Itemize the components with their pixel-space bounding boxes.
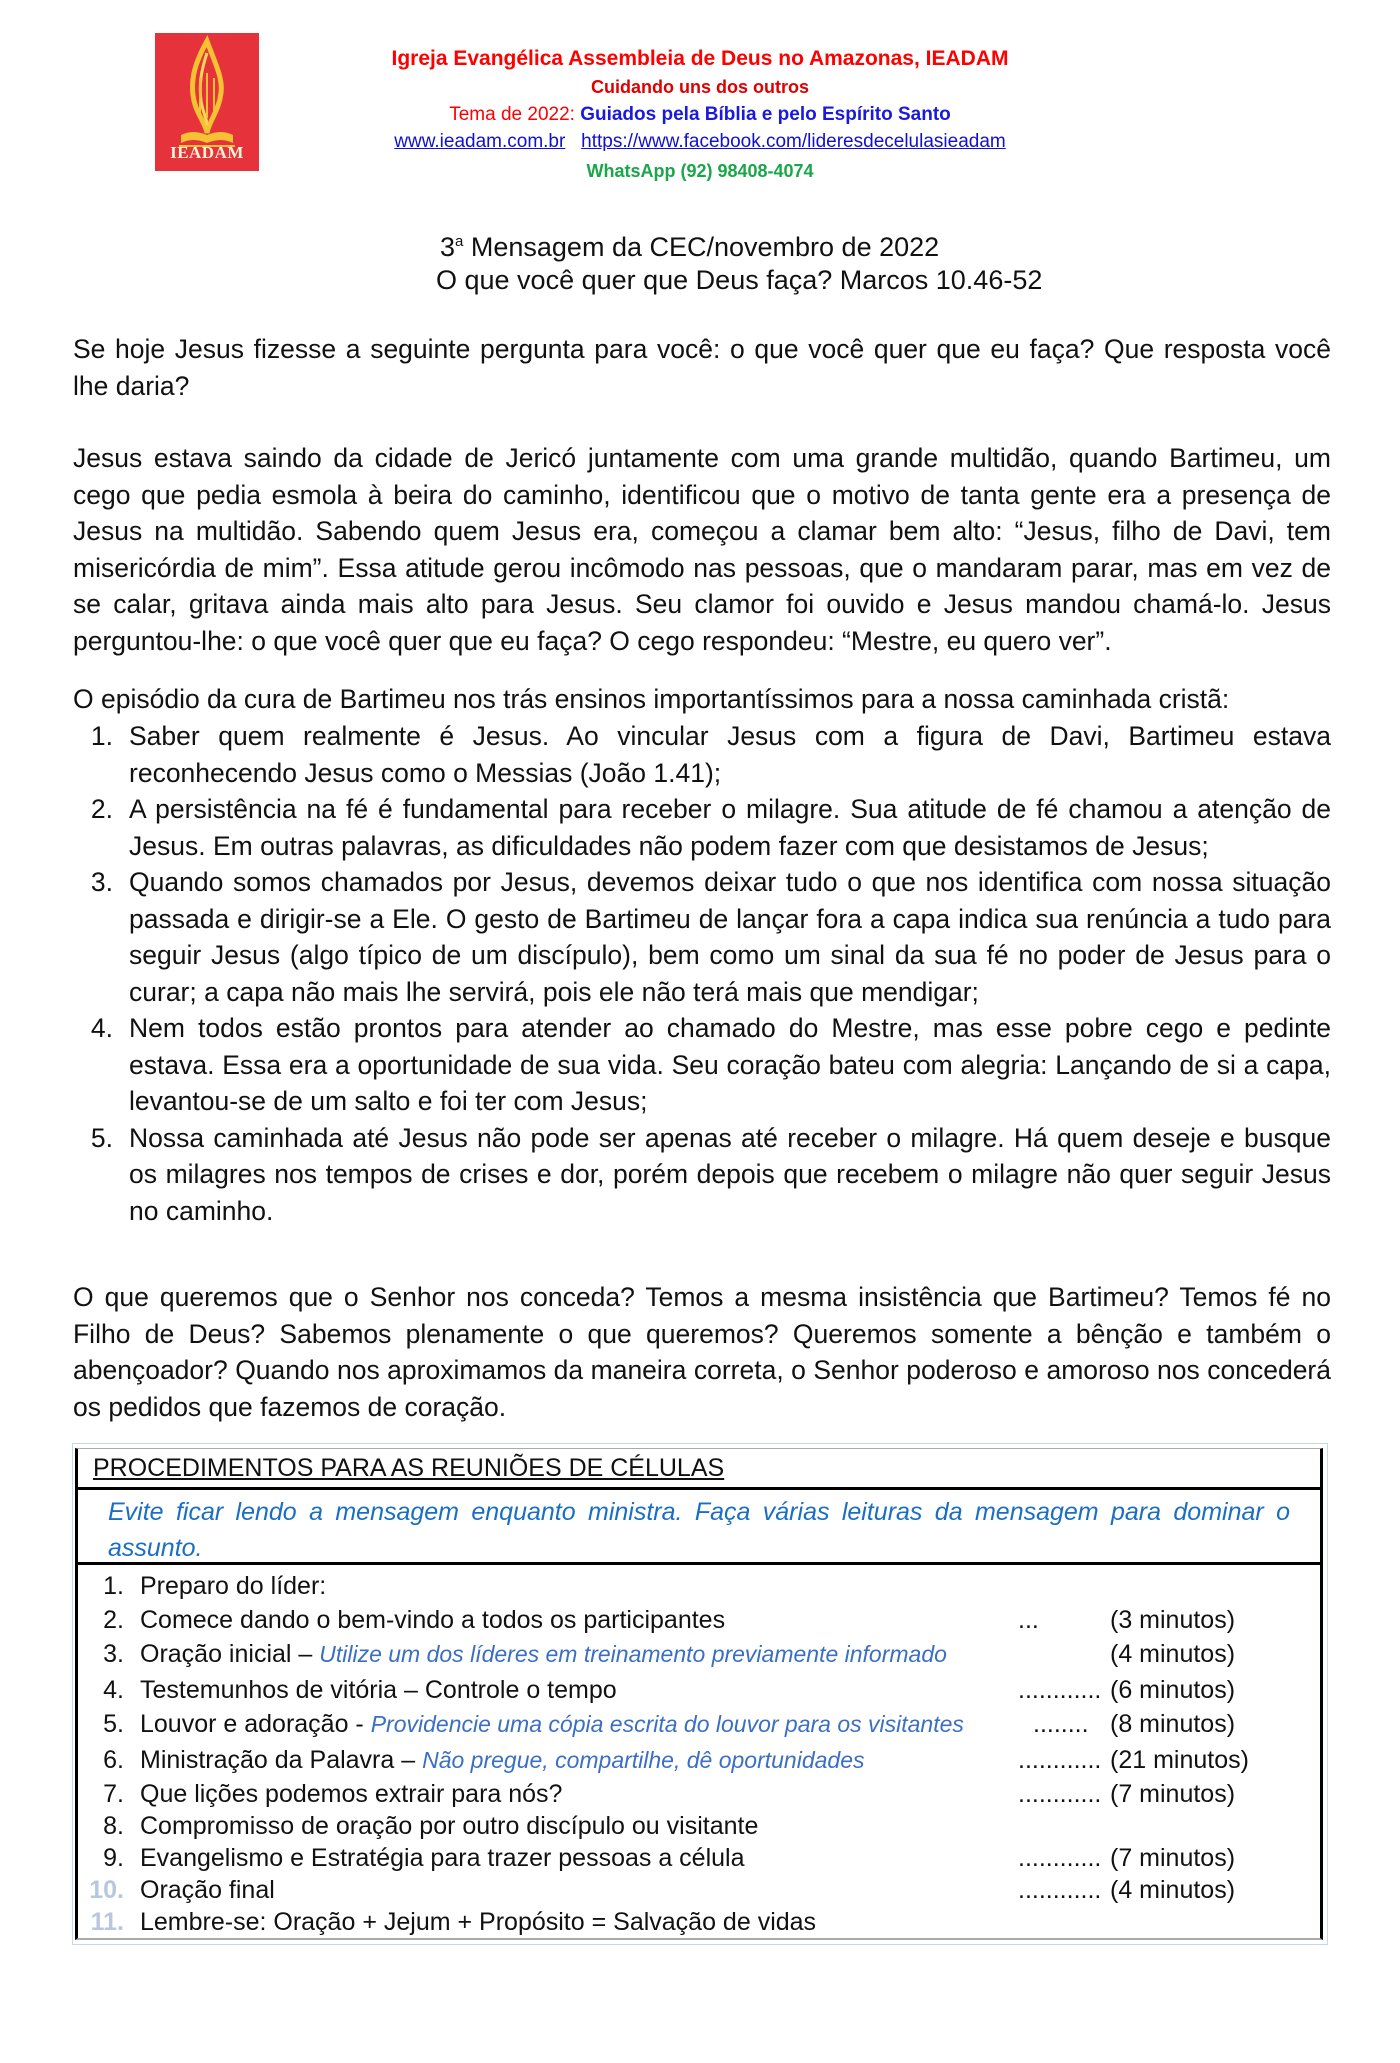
procedures-box xyxy=(75,1448,1323,1940)
list-number: 5. xyxy=(90,1122,113,1153)
procedures-tip: Evite ficar lendo a mensagem enquanto ministra. Faça várias leituras da mensagem para dominar o assunto. xyxy=(108,1498,1290,1562)
message-subtitle: O que você quer que Deus faça? Marcos 10.46-52 xyxy=(436,265,1043,295)
row-label: Preparo do líder: xyxy=(140,1572,327,1600)
list-item xyxy=(73,1010,1331,1120)
facebook-link[interactable]: https://www.facebook.com/lideresdecelulasieadam xyxy=(581,131,1006,152)
procedure-row xyxy=(78,1569,1320,1603)
row-text xyxy=(140,1569,326,1603)
row-duration: (3 minutos) xyxy=(1110,1606,1236,1634)
row-label: Que lições podemos extrair para nós? xyxy=(140,1780,563,1808)
row-label: Ministração da Palavra – xyxy=(140,1746,423,1774)
row-label: Oração inicial – xyxy=(140,1640,320,1668)
row-text xyxy=(140,1603,725,1637)
row-number: 5. xyxy=(103,1710,124,1738)
list-number: 4. xyxy=(90,1013,113,1043)
procedure-row xyxy=(78,1809,1320,1843)
message-title xyxy=(440,224,939,265)
divider xyxy=(78,1487,1320,1490)
divider xyxy=(78,1562,1320,1565)
logo-text: IEADAM xyxy=(170,143,244,162)
row-label: Compromisso de oração por outro discípulo ou visitante xyxy=(140,1812,759,1840)
row-text xyxy=(140,1743,865,1777)
row-number: 4. xyxy=(103,1676,124,1704)
procedure-row xyxy=(78,1777,1320,1811)
row-label: Evangelismo e Estratégia para trazer pessoas a célula xyxy=(140,1844,745,1872)
row-number: 1. xyxy=(103,1572,124,1600)
procedures-heading: PROCEDIMENTOS PARA AS REUNIÕES DE CÉLULAS xyxy=(93,1454,725,1482)
procedure-row xyxy=(78,1743,1320,1777)
row-note: Utilize um dos líderes em treinamento previamente informado xyxy=(319,1641,947,1667)
paragraph-story: Jesus estava saindo da cidade de Jericó juntamente com uma grande multidão, quando Bartimeu, um cego que pedia esmola à beira do caminho, identificou que o motivo de tanta gente era a presença de Jesus na multidão. Sabendo quem Jesus era, começou a clamar bem alto: “Jesus, filho de Davi, tem misericórdia de mim”. Essa atitude gerou incômodo nas pessoas, que o mandaram parar, mas em vez de se calar, gritava ainda mais alto para Jesus. Seu clamor foi ouvido e Jesus mandou chamá-lo. Jesus perguntou-lhe: o que você quer que eu faça? O cego respondeu: “Mestre, eu quero ver”. xyxy=(73,443,1331,656)
procedure-row xyxy=(78,1637,1320,1671)
paragraph-lessons-intro: O episódio da cura de Bartimeu nos trás ensinos importantíssimos para a nossa caminhada cristã: xyxy=(73,684,1230,714)
theme-line xyxy=(260,101,1140,129)
row-leader-dots: ............ xyxy=(1018,1876,1102,1904)
row-duration: (8 minutos) xyxy=(1110,1710,1236,1738)
procedure-row xyxy=(78,1873,1320,1907)
list-text: Saber quem realmente é Jesus. Ao vincular Jesus com a figura de Davi, Bartimeu estava reconhecendo Jesus como o Messias (João 1.41); xyxy=(129,721,1331,788)
row-label: Lembre-se: Oração + Jejum + Propósito = Salvação de vidas xyxy=(140,1908,817,1936)
row-number: 6. xyxy=(103,1746,124,1774)
row-text xyxy=(140,1777,562,1811)
row-number: 8. xyxy=(103,1812,124,1840)
row-text xyxy=(140,1673,617,1707)
list-text: Nossa caminhada até Jesus não pode ser apenas até receber o milagre. Há quem deseje e busque os milagres nos tempos de crises e dor, porém depois que recebem o milagre não quer seguir Jesus no caminho. xyxy=(129,1122,1331,1226)
procedure-row xyxy=(78,1603,1320,1637)
list-text: A persistência na fé é fundamental para receber o milagre. Sua atitude de fé chamou a atenção de Jesus. Em outras palavras, as dificuldades não podem fazer com que desistamos de Jesus; xyxy=(129,794,1331,861)
row-leader-dots: ............ xyxy=(1018,1676,1102,1704)
list-text: Quando somos chamados por Jesus, devemos deixar tudo o que nos identifica com nossa situação passada e dirigir-se a Ele. O gesto de Bartimeu de lançar fora a capa indica sua renúncia a tudo para seguir Jesus (algo típico de um discípulo), bem como um sinal da sua fé no poder de Jesus para o curar; a capa não mais lhe servirá, pois ele não terá mais que mendigar; xyxy=(129,867,1331,1007)
row-text xyxy=(140,1809,758,1843)
row-leader-dots: ........ xyxy=(1033,1710,1089,1738)
lessons-list xyxy=(73,718,1331,1229)
row-number: 2. xyxy=(103,1606,124,1634)
list-number: 1. xyxy=(90,721,113,751)
procedure-row xyxy=(78,1707,1320,1741)
title-rest: Mensagem da CEC/novembro de 2022 xyxy=(463,232,940,262)
row-number: 10. xyxy=(89,1876,124,1904)
row-duration: (4 minutos) xyxy=(1110,1640,1236,1668)
row-note: Providencie uma cópia escrita do louvor para os visitantes xyxy=(370,1711,964,1737)
row-number: 3. xyxy=(103,1640,124,1668)
row-duration: (7 minutos) xyxy=(1110,1844,1236,1872)
row-leader-dots: ............ xyxy=(1018,1746,1102,1774)
row-duration: (6 minutos) xyxy=(1110,1676,1236,1704)
procedure-row xyxy=(78,1841,1320,1875)
list-item xyxy=(73,791,1331,864)
row-number: 11. xyxy=(90,1908,124,1936)
list-number: 2. xyxy=(90,794,113,824)
row-number: 7. xyxy=(103,1780,124,1808)
list-number: 3. xyxy=(90,867,113,897)
row-label: Comece dando o bem-vindo a todos os participantes xyxy=(140,1606,726,1634)
row-text xyxy=(140,1873,275,1907)
list-item xyxy=(73,718,1331,791)
list-text: Nem todos estão prontos para atender ao chamado do Mestre, mas esse pobre cego e pedinte estava. Essa era a oportunidade de sua vida. Seu coração bateu com alegria: Lançando de si a capa, levantou-se de um salto e foi ter com Jesus; xyxy=(129,1013,1331,1116)
row-duration: (21 minutos) xyxy=(1110,1746,1249,1774)
row-text xyxy=(140,1637,947,1671)
procedure-row xyxy=(78,1905,1320,1939)
row-number: 9. xyxy=(103,1844,124,1872)
row-duration: (7 minutos) xyxy=(1110,1780,1236,1808)
theme-label: Tema de 2022: xyxy=(449,104,581,125)
row-label: Oração final xyxy=(140,1876,275,1904)
ieadam-logo xyxy=(155,33,259,171)
church-motto: Cuidando uns dos outros xyxy=(591,77,809,97)
row-leader-dots: ... xyxy=(1018,1606,1039,1634)
row-label: Testemunhos de vitória – Controle o tempo xyxy=(140,1676,617,1704)
paragraph-intro: Se hoje Jesus fizesse a seguinte pergunta para você: o que você quer que eu faça? Que resposta você lhe daria? xyxy=(73,334,1331,401)
list-item xyxy=(73,1120,1331,1230)
row-leader-dots: ............ xyxy=(1018,1844,1102,1872)
list-item xyxy=(73,864,1331,1010)
row-duration: (4 minutos) xyxy=(1110,1876,1236,1904)
row-note: Não pregue, compartilhe, dê oportunidades xyxy=(422,1747,865,1773)
row-leader-dots: ............ xyxy=(1018,1780,1102,1808)
procedure-row xyxy=(78,1673,1320,1707)
theme-value: Guiados pela Bíblia e pelo Espírito Santo xyxy=(580,104,951,125)
title-number: 3 xyxy=(440,232,456,262)
title-ordinal: a xyxy=(455,233,464,250)
row-text xyxy=(140,1905,816,1939)
row-text xyxy=(140,1707,964,1741)
row-label: Louvor e adoração - xyxy=(140,1710,371,1738)
whatsapp-contact: WhatsApp (92) 98408-4074 xyxy=(586,161,814,181)
church-name: Igreja Evangélica Assembleia de Deus no Amazonas, IEADAM xyxy=(391,47,1009,70)
row-text xyxy=(140,1841,745,1875)
website-link[interactable]: www.ieadam.com.br xyxy=(394,131,566,152)
links-line xyxy=(260,128,1140,156)
paragraph-conclusion: O que queremos que o Senhor nos conceda? Temos a mesma insistência que Bartimeu? Temos fé no Filho de Deus? Sabemos plenamente o que queremos? Queremos somente a bênção e também o abençoador? Quando nos aproximamos da maneira correta, o Senhor poderoso e amoroso nos concederá os pedidos que fazemos de coração. xyxy=(73,1282,1331,1422)
